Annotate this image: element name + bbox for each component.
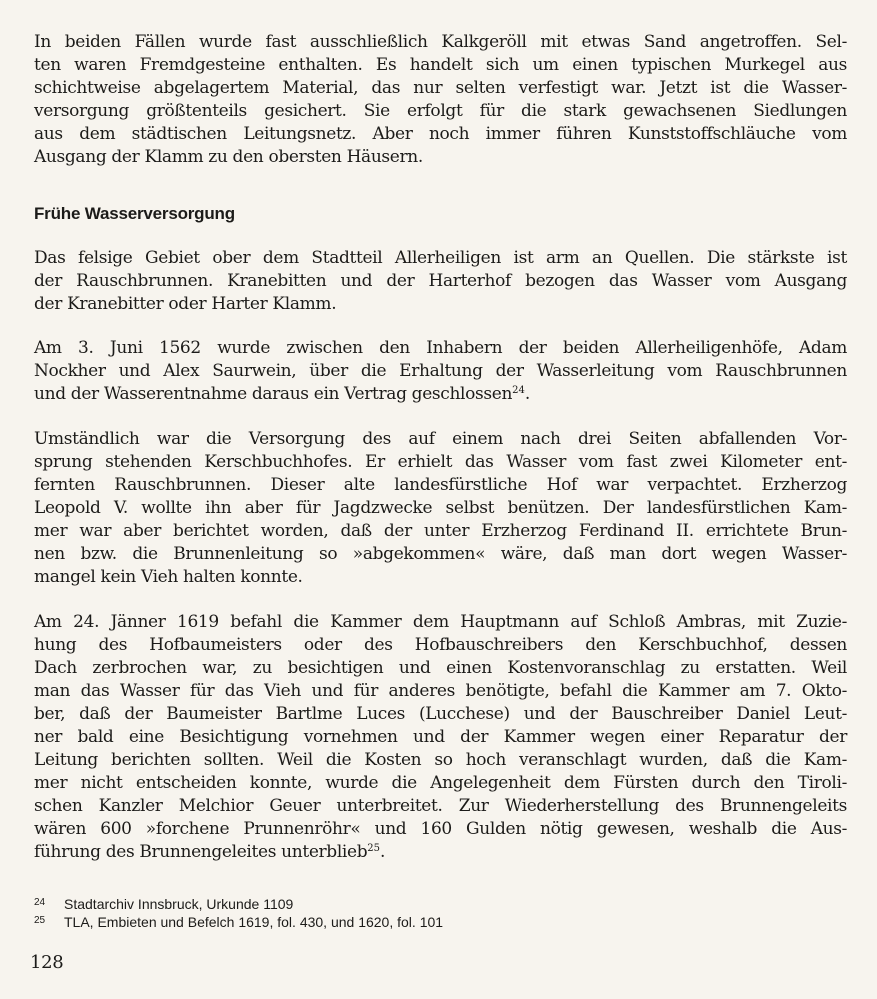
footnote-ref: 24 (512, 385, 525, 396)
text-line: der Rauschbrunnen. Kranebitten und der Harterhof bezogen das Wasser vom Ausgang (34, 271, 847, 291)
footnote-text: TLA, Embieten und Befelch 1619, fol. 430, und 1620, fol. 101 (64, 914, 444, 930)
text-line: mer nicht entscheiden konnte, wurde die Angelegenheit dem Fürsten durch den Tiroli- (34, 773, 847, 793)
footnote-number: 24 (34, 897, 46, 908)
footnote (34, 894, 293, 913)
text-line: Am 24. Jänner 1619 befahl die Kammer dem Hauptmann auf Schloß Ambras, mit Zuzie- (34, 612, 847, 632)
text-fragment: und der Wasserentnahme daraus ein Vertrag geschlossen (34, 384, 513, 404)
text-line: Nockher und Alex Saurwein, über die Erhaltung der Wasserleitung vom Rauschbrunnen (34, 361, 847, 381)
page-number: 128 (30, 952, 64, 973)
section-heading: Frühe Wasserversorgung (34, 204, 235, 223)
text-line: mangel kein Vieh halten konnte. (34, 567, 303, 587)
text-line: Dach zerbrochen war, zu besichtigen und einen Kostenvoranschlag zu erstatten. Weil (34, 658, 847, 678)
text-fragment: . (380, 842, 386, 862)
text-line: versorgung größtenteils gesichert. Sie erfolgt für die stark gewachsenen Siedlungen (34, 101, 847, 121)
text-line: Leitung berichten sollten. Weil die Kosten so hoch veranschlagt wurden, daß die Kam- (34, 750, 847, 770)
text-line: ten waren Fremdgesteine enthalten. Es handelt sich um einen typischen Murkegel aus (34, 55, 847, 75)
footnote (34, 912, 443, 931)
text-line: mer war aber berichtet worden, daß der unter Erzherzog Ferdinand II. errichtete Brun- (34, 521, 847, 541)
text-fragment: führung des Brunnengeleites unterblieb (34, 842, 368, 862)
text-line: wären 600 »forchene Prunnenröhr« und 160 Gulden nötig gewesen, weshalb die Aus- (34, 819, 847, 839)
text-line: man das Wasser für das Vieh und für anderes benötigte, befahl die Kammer am 7. Okto- (34, 681, 847, 701)
text-line: der Kranebitter oder Harter Klamm. (34, 294, 337, 314)
footnote-ref: 25 (367, 843, 380, 854)
footnote-number: 25 (34, 915, 46, 926)
text-line: hung des Hofbaumeisters oder des Hofbauschreibers den Kerschbuchhof, dessen (34, 635, 847, 655)
text-line: In beiden Fällen wurde fast ausschließlich Kalkgeröll mit etwas Sand angetroffen. Sel- (34, 32, 847, 52)
text-line: schen Kanzler Melchior Geuer unterbreitet. Zur Wiederherstellung des Brunnengeleits (34, 796, 847, 816)
footnote-text: Stadtarchiv Innsbruck, Urkunde 1109 (64, 896, 294, 912)
text-line: fernten Rauschbrunnen. Dieser alte landesfürstliche Hof war verpachtet. Erzherzog (34, 475, 847, 495)
text-line (34, 841, 385, 864)
text-line: Leopold V. wollte ihn aber für Jagdzwecke selbst benützen. Der landesfürstlichen Kam- (34, 498, 847, 518)
text-line: Ausgang der Klamm zu den obersten Häusern. (34, 147, 423, 167)
text-line: Das felsige Gebiet ober dem Stadtteil Allerheiligen ist arm an Quellen. Die stärkste ist (34, 248, 847, 268)
text-line: Am 3. Juni 1562 wurde zwischen den Inhabern der beiden Allerheiligenhöfe, Adam (34, 338, 847, 358)
text-line: aus dem städtischen Leitungsnetz. Aber noch immer führen Kunststoffschläuche vom (34, 124, 847, 144)
text-line: schichtweise abgelagertem Material, das nur selten verfestigt war. Jetzt ist die Wasser- (34, 78, 847, 98)
text-line: Umständlich war die Versorgung des auf einem nach drei Seiten abfallenden Vor- (34, 429, 847, 449)
text-fragment: . (524, 384, 530, 404)
text-line: ber, daß der Baumeister Bartlme Luces (Lucchese) und der Bauschreiber Daniel Leut- (34, 704, 847, 724)
text-line: sprung stehenden Kerschbuchhofes. Er erhielt das Wasser vom fast zwei Kilometer ent- (34, 452, 847, 472)
text-line (34, 383, 530, 406)
text-line: nen bzw. die Brunnenleitung so »abgekommen« wäre, daß man dort wegen Wasser- (34, 544, 847, 564)
text-line: ner bald eine Besichtigung vornehmen und der Kammer wegen einer Reparatur der (34, 727, 847, 747)
